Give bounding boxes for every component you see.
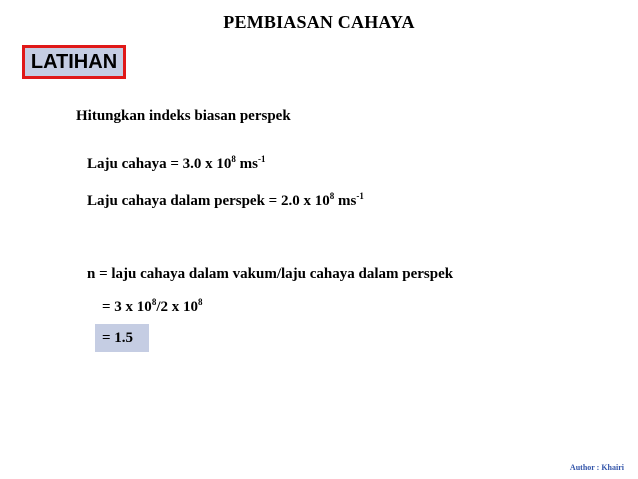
substitution-power-b: 8: [197, 297, 203, 307]
substitution-part-a: = 3 x 10: [102, 299, 152, 315]
given-speed-perspex-unit: ms: [334, 193, 357, 209]
substitution-line: [102, 299, 202, 316]
given-speed-air-power: 8: [231, 154, 236, 164]
formula-text: n = laju cahaya dalam vakum/laju cahaya dalam perspek: [87, 266, 454, 282]
substitution-part-b: /2 x 10: [156, 299, 198, 315]
given-speed-perspex: [87, 193, 364, 210]
answer-text: = 1.5: [102, 330, 134, 346]
author-credit: Author : Khairi: [569, 463, 624, 472]
given-speed-air-unit-power: -1: [257, 154, 266, 164]
given-speed-perspex-value: Laju cahaya dalam perspek = 2.0 x 10: [87, 193, 330, 209]
given-speed-perspex-power: 8: [329, 191, 335, 201]
latihan-badge: LATIHAN: [22, 45, 126, 79]
question-text: Hitungkan indeks biasan perspek: [76, 108, 291, 124]
given-speed-air: [87, 156, 265, 173]
given-speed-air-unit: ms: [235, 156, 258, 172]
given-speed-air-value: Laju cahaya = 3.0 x 10: [87, 156, 232, 172]
given-speed-perspex-unit-power: -1: [356, 191, 364, 201]
substitution-power-a: 8: [151, 297, 157, 307]
slide-title: PEMBIASAN CAHAYA: [223, 12, 415, 32]
